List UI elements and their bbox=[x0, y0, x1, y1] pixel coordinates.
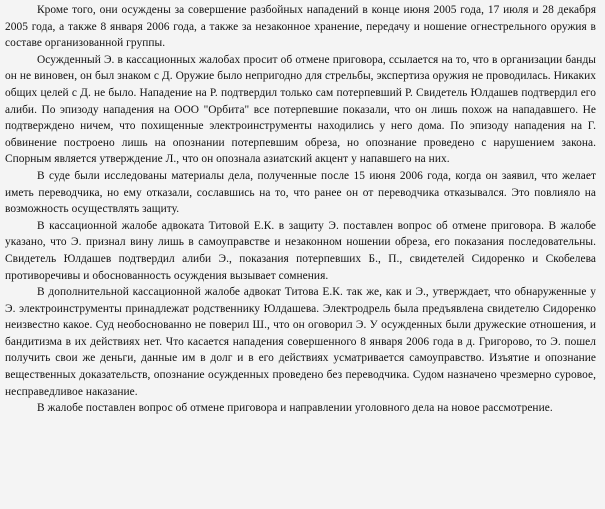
paragraph-6: В жалобе поставлен вопрос об отмене приговора и направлении уголовного дела на новое рассмотрение. bbox=[37, 402, 553, 415]
paragraph-3: В суде были исследованы материалы дела, полученные после 15 июня 2006 года, когда он заявил, что желает иметь переводчика, но ему отказали, сославшись на то, что ранее он от переводчика отказывался. Это повлияло на возможность осуществлять защиту. bbox=[5, 169, 596, 216]
paragraph-1: Кроме того, они осуждены за совершение разбойных нападений в конце июня 2005 года, 17 июля и 28 декабря 2005 года, а также 8 января 2006 года, а также за незаконное хранение, передачу и ношение огнестрельного оружия в составе организованной группы. bbox=[5, 4, 596, 50]
paragraph-4: В кассационной жалобе адвоката Титовой Е.К. в защиту Э. поставлен вопрос об отмене приговора. В жалобе указано, что Э. признал вину лишь в самоуправстве и незаконном ношении обреза, его показания последовательны. Свидетель Юлдашев подтвердил алиби Э., показания потерпевших Б., П., свидетелей Сидоренко и Скобелева противоречивы и обоснованность осуждения вызывает сомнения. bbox=[5, 219, 596, 282]
paragraph-5: В дополнительной кассационной жалобе адвокат Титова Е.К. так же, как и Э., утверждает, что обнаруженные у Э. электроинструменты принадлежат родственнику Юлдашева. Электродрель была предъявлена свидетелю Сидоренко неизвестно какое. Суд необоснованно не поверил Ш., что он оговорил Э. У осужденных были дружеские отношения, и бандитизма в их действиях нет. Что касается нападения совершенного 8 января 2006 года в д. Григорово, то Э. пошел получить свои же деньги, данные им в долг и в его действиях усматривается самоуправство. Изъятие и опознание вещественных доказательств, опознание осужденных проведено без переводчика. Судом назначено чрезмерно суровое, несправедливое наказание. bbox=[5, 286, 596, 398]
paragraph-2: Осужденный Э. в кассационных жалобах просит об отмене приговора, ссылается на то, что в организации банды он не виновен, он был знаком с Д. Оружие было непригодно для стрельбы, экспертиза оружия не проводилась. Никаких общих целей с Д. не было. Нападение на Р. подтвердил только сам потерпевший Р. Свидетель Юлдашев подтвердил его алиби. По эпизоду нападения на ООО "Орбита" все потерпевшие показали, что он лишь похож на нападавшего. Не подтверждено ничем, что похищенные электроинструменты находились у него дома. По эпизоду нападения на Г. обвинение построено лишь на опознании потерпевшим обреза, но опознание проведено с нарушением закона. Спорным является утверждение Л., что он опознала азиатский акцент у напавшего на них. bbox=[5, 53, 596, 166]
